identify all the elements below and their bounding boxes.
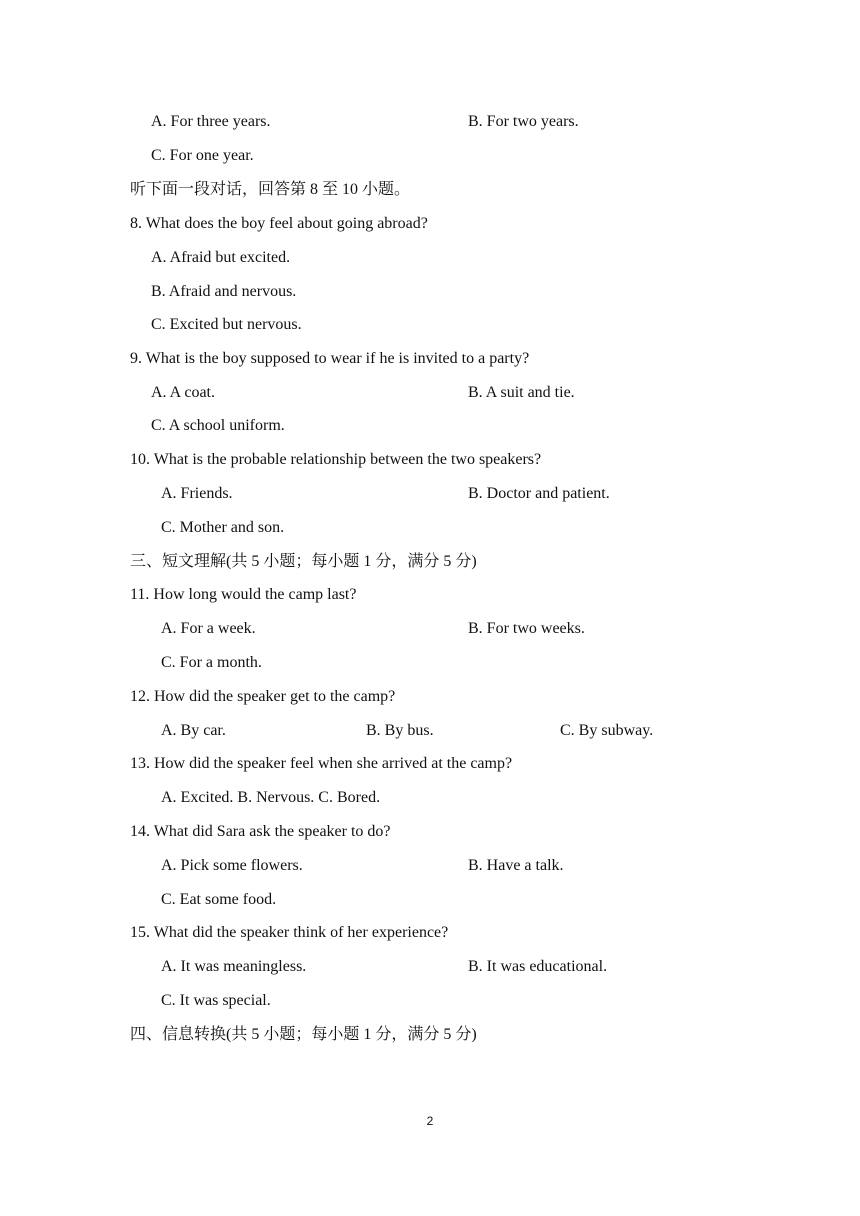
q14-option-a: A. Pick some flowers.	[161, 857, 303, 874]
q14-option-c: C. Eat some food.	[161, 891, 277, 908]
q9-option-a: A. A coat.	[151, 384, 215, 401]
q15-option-c: C. It was special.	[161, 992, 271, 1009]
q10-question: 10. What is the probable relationship between the two speakers?	[130, 451, 542, 468]
q8-option-c: C. Excited but nervous.	[151, 316, 302, 333]
q8-option-a: A. Afraid but excited.	[151, 249, 291, 266]
q9-option-c: C. A school uniform.	[151, 417, 285, 434]
q10-option-c: C. Mother and son.	[161, 519, 285, 536]
q12-question: 12. How did the speaker get to the camp?	[130, 688, 396, 705]
section-3-heading: 三、短文理解(共 5 小题；每小题 1 分，满分 5 分)	[130, 553, 477, 570]
q10-option-a: A. Friends.	[161, 485, 233, 502]
q15-option-a: A. It was meaningless.	[161, 958, 307, 975]
q12-option-a: A. By car.	[161, 722, 226, 739]
q11-question: 11. How long would the camp last?	[130, 586, 357, 603]
q14-question: 14. What did Sara ask the speaker to do?	[130, 823, 391, 840]
q14-option-b: B. Have a talk.	[468, 857, 564, 874]
q13-options: A. Excited. B. Nervous. C. Bored.	[161, 789, 381, 806]
q9-option-b: B. A suit and tie.	[468, 384, 575, 401]
q7-option-a: A. For three years.	[151, 113, 271, 130]
section-4-heading: 四、信息转换(共 5 小题；每小题 1 分，满分 5 分)	[130, 1026, 477, 1043]
q11-option-b: B. For two weeks.	[468, 620, 585, 637]
q12-option-c: C. By subway.	[560, 722, 654, 739]
q9-question: 9. What is the boy supposed to wear if he is invited to a party?	[130, 350, 530, 367]
q8-question: 8. What does the boy feel about going abroad?	[130, 215, 428, 232]
q7-option-c: C. For one year.	[151, 147, 254, 164]
page-number: 2	[426, 1114, 434, 1128]
q11-option-c: C. For a month.	[161, 654, 262, 671]
q11-option-a: A. For a week.	[161, 620, 256, 637]
instruction-8-10: 听下面一段对话，回答第 8 至 10 小题。	[130, 181, 411, 198]
q15-option-b: B. It was educational.	[468, 958, 608, 975]
q7-option-b: B. For two years.	[468, 113, 579, 130]
q8-option-b: B. Afraid and nervous.	[151, 283, 297, 300]
q15-question: 15. What did the speaker think of her experience?	[130, 924, 449, 941]
q13-question: 13. How did the speaker feel when she arrived at the camp?	[130, 755, 513, 772]
q10-option-b: B. Doctor and patient.	[468, 485, 610, 502]
q12-option-b: B. By bus.	[366, 722, 434, 739]
